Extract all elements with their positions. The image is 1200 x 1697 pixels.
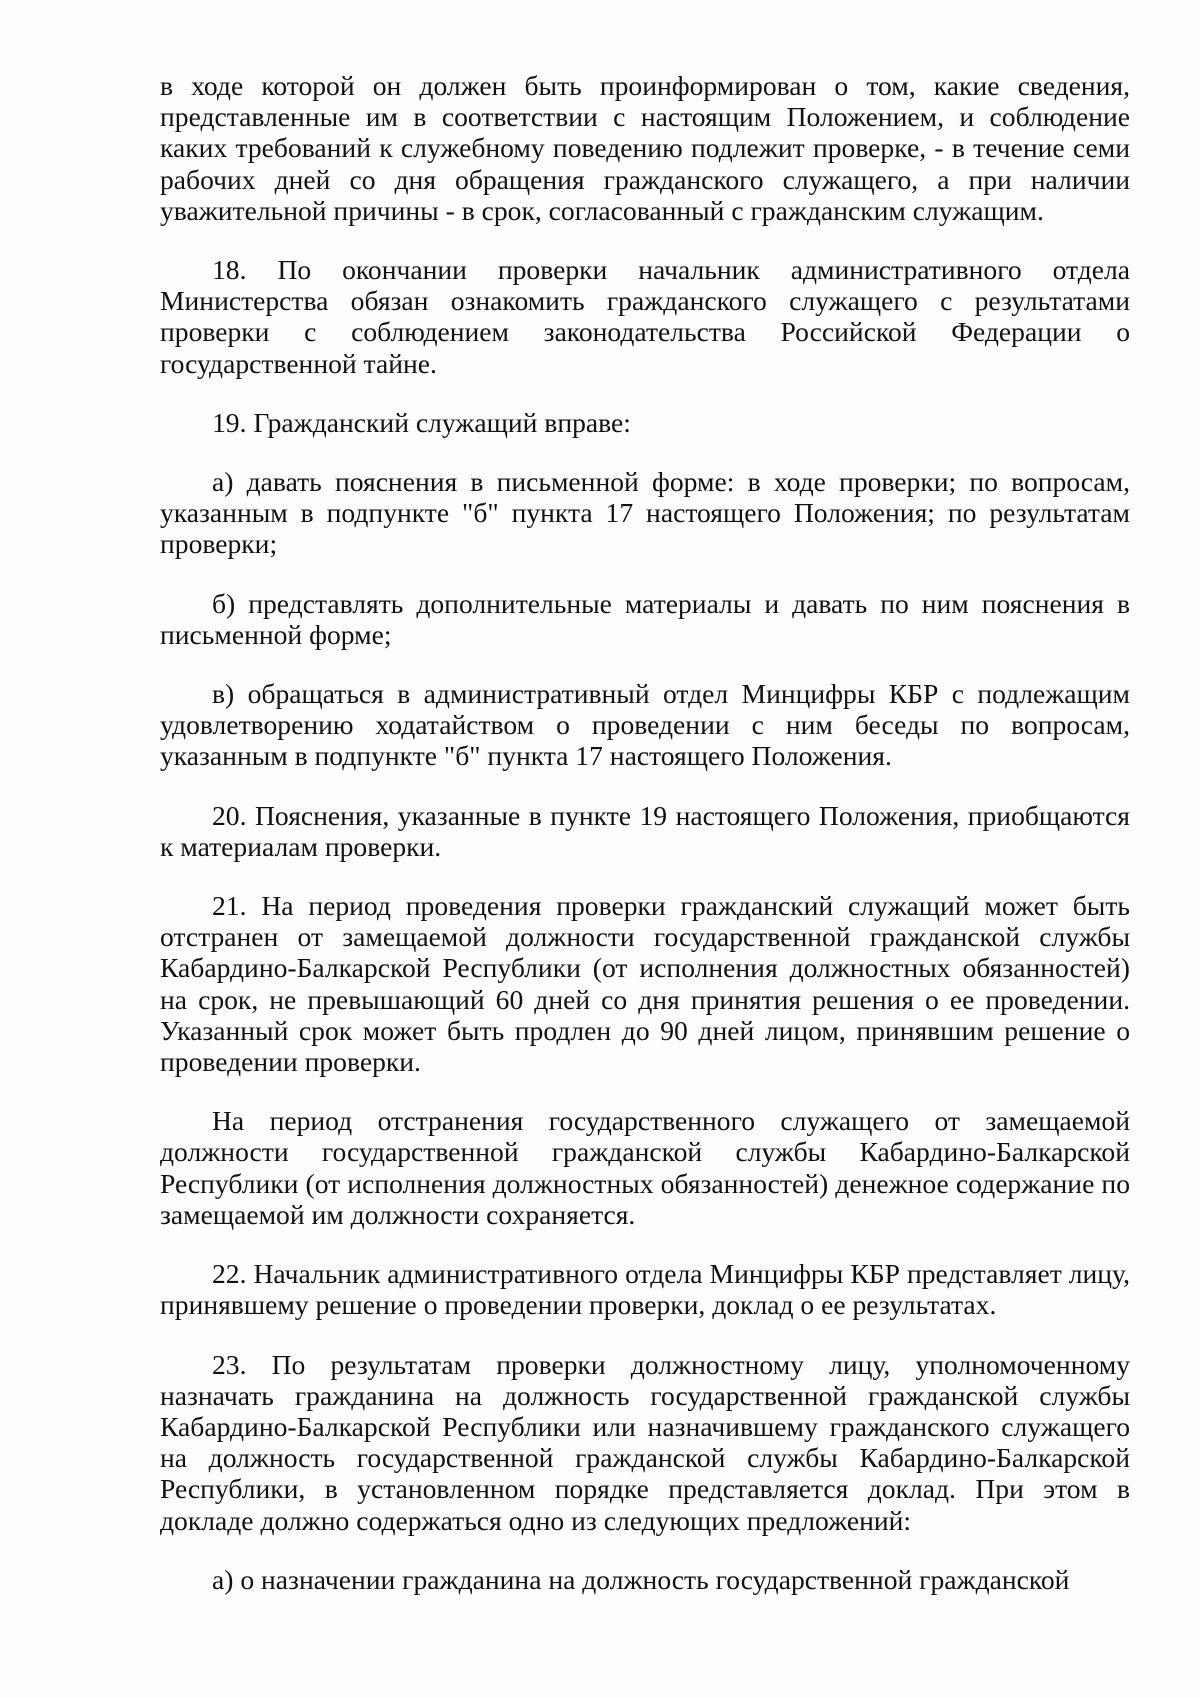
paragraph-19v: в) обращаться в административный отдел Минцифры КБР с подлежащим удовлетворению ходатайством о проведении с ним беседы по вопросам, указанным в подпункте "б" пункта 17 настоящего Положения. [160, 678, 1130, 772]
paragraph-22: 22. Начальник административного отдела Минцифры КБР представляет лицу, принявшему решение о проведении проверки, доклад о ее результатах. [160, 1258, 1130, 1321]
paragraph-19: 19. Гражданский служащий вправе: [212, 406, 631, 438]
paragraph-23: 23. По результатам проверки должностному лицу, уполномоченному назначать гражданина на должность государственной гражданской службы Кабардино-Балкарской Республики или назначившему гражданского служащего на должность государственной гражданской службы Кабардино-Балкарской Республики, в установленном порядке представляется доклад. При этом в докладе должно содержаться одно из следующих предложений: [160, 1348, 1130, 1536]
document-body [160, 70, 1130, 1623]
paragraph-19a: а) давать пояснения в письменной форме: в ходе проверки; по вопросам, указанным в подпункте "б" пункта 17 настоящего Положения; по результатам проверки; [160, 466, 1130, 560]
paragraph-23a: а) о назначении гражданина на должность государственной гражданской [212, 1563, 1070, 1595]
paragraph-21: 21. На период проведения проверки гражданский служащий может быть отстранен от замещаемой должности государственной гражданской службы Кабардино-Балкарской Республики (от исполнения должностных обязанностей) на срок, не превышающий 60 дней со дня принятия решения о ее проведении. Указанный срок может быть продлен до 90 дней лицом, принявшим решение о проведении проверки. [160, 890, 1130, 1078]
paragraph-20: 20. Пояснения, указанные в пункте 19 настоящего Положения, приобщаются к материалам проверки. [160, 799, 1130, 862]
paragraph-18: 18. По окончании проверки начальник административного отдела Министерства обязан ознакомить гражданского служащего с результатами проверки с соблюдением законодательства Российской Федерации о государственной тайне. [160, 254, 1130, 379]
paragraph-21-continued: На период отстранения государственного служащего от замещаемой должности государственной гражданской службы Кабардино-Балкарской Республики (от исполнения должностных обязанностей) денежное содержание по замещаемой им должности сохраняется. [160, 1105, 1130, 1230]
paragraph-continuation: в ходе которой он должен быть проинформирован о том, какие сведения, представленные им в соответствии с настоящим Положением, и соблюдение каких требований к служебному поведению подлежит проверке, - в течение семи рабочих дней со дня обращения гражданского служащего, а при наличии уважительной причины - в срок, согласованный с гражданским служащим. [160, 70, 1130, 226]
paragraph-19b: б) представлять дополнительные материалы и давать по ним пояснения в письменной форме; [160, 587, 1130, 650]
